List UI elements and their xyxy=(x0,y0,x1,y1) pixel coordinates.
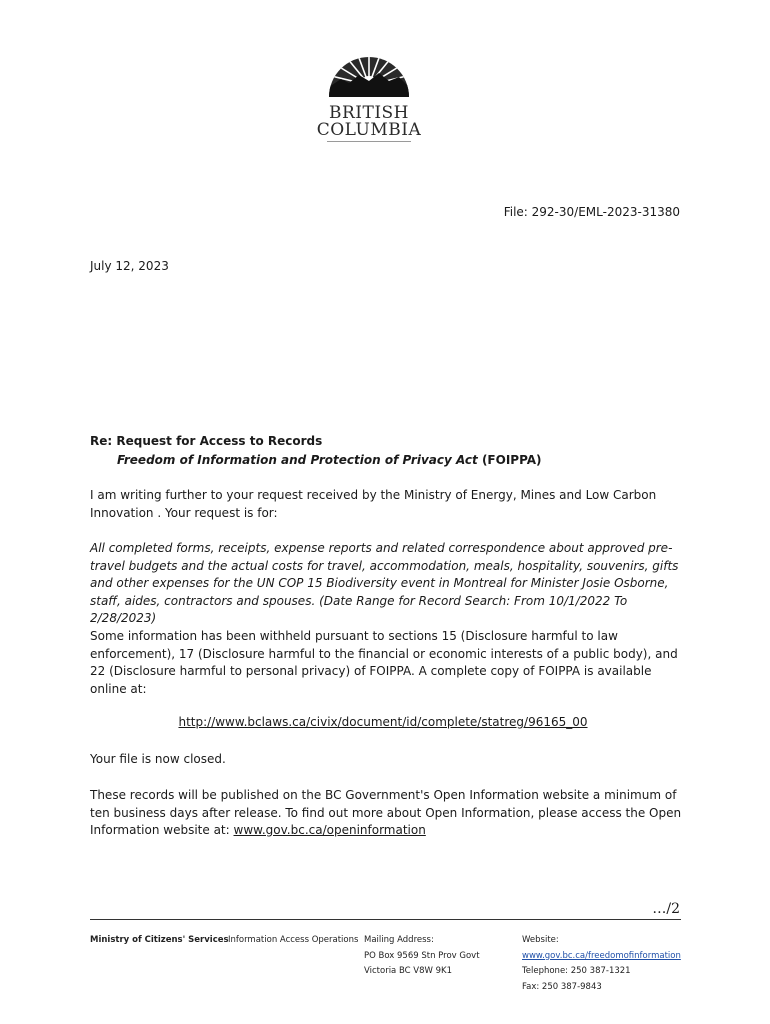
website-link[interactable]: www.gov.bc.ca/freedomofinformation xyxy=(522,950,681,961)
bc-government-logo xyxy=(313,45,425,147)
sun-mountains-emblem-icon xyxy=(313,45,425,103)
closed-paragraph: Your file is now closed. xyxy=(90,752,226,766)
subject-heading: Re: Request for Access to Records xyxy=(90,434,323,448)
footer-mailing-address xyxy=(364,933,480,980)
act-name: Freedom of Information and Protection of Privacy Act xyxy=(117,453,478,467)
file-reference: File: 292-30/EML-2023-31380 xyxy=(503,205,680,219)
website-label: Website: xyxy=(522,935,559,945)
mailing-label: Mailing Address: xyxy=(364,935,434,945)
logo-divider xyxy=(327,141,411,142)
publish-text: These records will be published on the BC Government's Open Information website a minimum of ten business days after release. To find out more about Open Information, please access the Open Information website at: xyxy=(90,788,682,837)
footer-operations: Information Access Operations xyxy=(228,935,359,945)
foippa-link[interactable]: http://www.bclaws.ca/civix/document/id/complete/statreg/96165_00 xyxy=(178,715,588,729)
withheld-paragraph: Some information has been withheld pursuant to sections 15 (Disclosure harmful to law enforcement), 17 (Disclosure harmful to the financial or economic interests of a public body), and 22 (Disclosure harmful to personal privacy) of FOIPPA. A complete copy of FOIPPA is available online at: xyxy=(90,629,678,696)
act-abbreviation: (FOIPPA) xyxy=(481,453,542,467)
open-information-link[interactable]: www.gov.bc.ca/openinformation xyxy=(233,823,426,837)
footer-divider xyxy=(90,919,681,920)
fax: Fax: 250 387-9843 xyxy=(522,981,602,992)
logo-text-british: BRITISH xyxy=(328,103,410,123)
footer-ministry: Ministry of Citizens' Services xyxy=(90,935,229,945)
logo-text-columbia: COLUMBIA xyxy=(316,120,422,140)
letter-date: July 12, 2023 xyxy=(90,259,169,273)
page-continuation: …/2 xyxy=(652,901,680,917)
request-text: All completed forms, receipts, expense reports and related correspondence about approved pre-travel budgets and the actual costs for travel, accommodation, meals, hospitality, souvenirs, gifts and other expenses for the UN COP 15 Biodiversity event in Montreal for Minister Josie Osborne, staff, aides, contractors and spouses. (Date Range for Record Search: From 10/1/2022 To 2/28/2023) xyxy=(90,541,679,625)
telephone: Telephone: 250 387-1321 xyxy=(522,966,631,976)
footer-contact xyxy=(522,933,681,995)
mailing-line-2: Victoria BC V8W 9K1 xyxy=(364,966,453,976)
mailing-line-1: PO Box 9569 Stn Prov Govt xyxy=(364,950,480,961)
intro-paragraph: I am writing further to your request received by the Ministry of Energy, Mines and Low Carbon Innovation . Your request is for: xyxy=(90,488,657,520)
publish-paragraph xyxy=(90,787,686,840)
subject-act xyxy=(117,453,542,467)
